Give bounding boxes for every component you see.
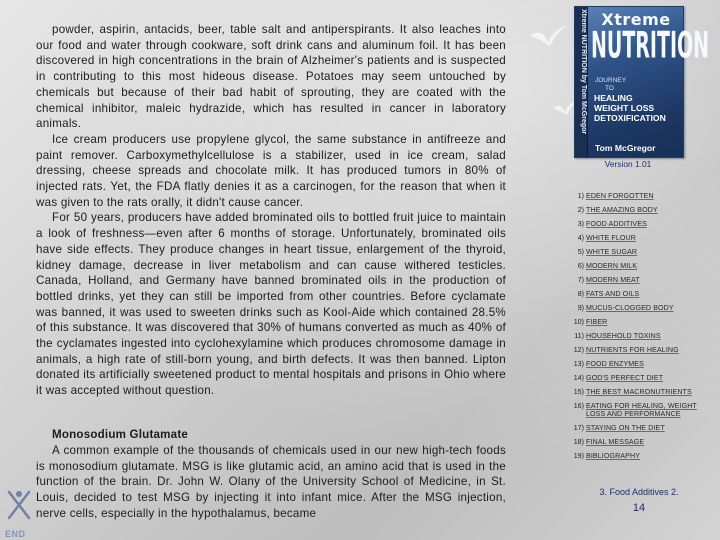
book-cover [574, 6, 710, 158]
chapter-number: 6) [577, 262, 584, 270]
chapter-link[interactable]: MODERN MILK [586, 262, 638, 270]
chapter-number: 11) [574, 332, 584, 340]
chapter-link[interactable]: MODERN MEAT [586, 276, 640, 284]
chapter-item [570, 402, 710, 424]
chapter-number: 1) [577, 192, 584, 200]
chapter-number: 18) [573, 438, 584, 446]
chapter-link[interactable]: FOOD ADDITIVES [586, 220, 647, 228]
chapter-link[interactable]: EATING FOR HEALING, WEIGHT LOSS AND PERFORMANCE [586, 402, 697, 418]
chapter-link[interactable]: FIBER [586, 318, 608, 326]
chapter-link[interactable]: MUCUS-CLOGGED BODY [586, 304, 674, 312]
chapter-number: 2) [577, 206, 584, 214]
chapter-item [570, 206, 710, 220]
chapter-number: 19) [573, 452, 584, 460]
chapter-item [570, 424, 710, 438]
chapter-link[interactable]: FATS AND OILS [586, 290, 640, 298]
chapter-number: 5) [577, 248, 584, 256]
article-body [36, 22, 506, 399]
cover-title-main: NUTRITION [591, 25, 710, 67]
cover-author: Tom McGregor [595, 143, 656, 153]
cover-title-top: Xtreme [601, 10, 671, 29]
chapter-link[interactable]: FINAL MESSAGE [586, 438, 645, 446]
end-button[interactable]: END [5, 529, 26, 539]
chapter-number: 16) [573, 402, 584, 410]
section-body [36, 443, 506, 522]
chapter-number: 12) [573, 346, 584, 354]
chapter-item [570, 276, 710, 290]
cover-subtitle [594, 93, 680, 123]
cover-subtitle-line: DETOXIFICATION [594, 113, 666, 123]
cover-to: TO [605, 85, 614, 92]
chapter-number: 15) [573, 388, 584, 396]
cover-subtitle-line: HEALING [594, 93, 633, 103]
seagull-icon [528, 22, 568, 62]
chapter-number: 3) [577, 220, 584, 228]
paragraph: powder, aspirin, antacids, beer, table salt and antiperspirants. It also leaches into our food and water through cookware, soft drink cans and aluminum foil. It has been discovered in high concentrations in the brain of Alzheimer's patients and is suspected in contributing to this most hideous disease. Potatoes may seem untouched by chemicals but because of their bad habit of sprouting, they are coated with the chemical inhibitor, maleic hydrazide, which has resulted in cancer in laboratory animals. [36, 23, 506, 131]
chapter-link[interactable]: WHITE FLOUR [586, 234, 636, 242]
chapter-item [570, 220, 710, 234]
cover-spine-text: Xtreme NUTRITION by Tom McGregor [580, 9, 587, 135]
cover-spine [575, 7, 588, 157]
chapter-item [570, 388, 710, 402]
chapter-number: 9) [577, 304, 584, 312]
chapter-link[interactable]: STAYING ON THE DIET [586, 424, 665, 432]
runner-logo-icon[interactable] [4, 488, 34, 522]
chapter-number: 7) [577, 276, 584, 284]
paragraph: A common example of the thousands of chemicals used in our new high-tech foods is monosodium glutamate. MSG is like glutamic acid, an amino acid that is used in the function of the brain. Dr. John W. Olany of the University School of Medicine, in St. Louis, decided to test MSG by injecting it into infant mice. After the MSG injection, nerve cells, especially in the hypothalamus, became [36, 444, 506, 520]
section-heading: Monosodium Glutamate [52, 428, 189, 441]
chapter-item [570, 452, 710, 466]
chapter-item [570, 374, 710, 388]
chapter-link[interactable]: GOD'S PERFECT DIET [586, 374, 664, 382]
chapter-item [570, 438, 710, 452]
chapter-item [570, 262, 710, 276]
version-label: Version 1.01 [604, 159, 652, 169]
chapter-list [570, 192, 710, 466]
chapter-item [570, 318, 710, 332]
chapter-link[interactable]: WHITE SUGAR [586, 248, 638, 256]
paragraph: Ice cream producers use propylene glycol, the same substance in antifreeze and paint remover. Carboxymethylcellulose is a stabilizer, used in ice cream, salad dressing, cheese spreads and chocolate milk. It has produced tumors in 80% of injected rats. Yet, the FDA flatly denies it as a carcinogen, for the reason that when it was given to the rats orally, it didn't cause cancer. [36, 132, 506, 209]
chapter-link[interactable]: EDEN FORGOTTEN [586, 192, 654, 200]
chapter-number: 14) [573, 374, 584, 382]
chapter-link[interactable]: THE AMAZING BODY [586, 206, 658, 214]
page-number: 14 [632, 502, 646, 514]
chapter-item [570, 192, 710, 206]
chapter-number: 8) [577, 290, 584, 298]
chapter-link[interactable]: HOUSEHOLD TOXINS [586, 332, 661, 340]
chapter-item [570, 346, 710, 360]
chapter-item [570, 360, 710, 374]
chapter-link[interactable]: THE BEST MACRONUTRIENTS [586, 388, 692, 396]
cover-subtitle-line: WEIGHT LOSS [594, 103, 655, 113]
chapter-number: 4) [577, 234, 584, 242]
chapter-item [570, 290, 710, 304]
chapter-item [570, 248, 710, 262]
chapter-link[interactable]: BIBLIOGRAPHY [586, 452, 641, 460]
chapter-number: 13) [573, 360, 584, 368]
chapter-number: 17) [573, 424, 584, 432]
cover-journey: JOURNEY [595, 77, 627, 84]
paragraph: For 50 years, producers have added brominated oils to bottled fruit juice to maintain a look of freshness—even after 6 months of storage. Unfortunately, brominated oils have side effects. They produce changes in heart tissue, enlargement of the thyroid, kidney damage, decrease in liver metabolism and can cause withered testicles. Canada, Holland, and Germany have banned brominated oils in the production of bottled drinks, yet they can still be imported from other countries. Before cyclamate was banned, it was used to sweeten drinks such as Kool-Aide which contained 28.5% of this substance. It was discovered that 30% of humans converted as much as 40% of the cyclamates ingested into cyclohexylamine which produces chromosome damage in animals, a high rate of still-born young, and birth defects. It was then banned. Lipton donated its artificially sweetened product to mental hospitals and prisons in Ohio where it was accepted without question. [36, 211, 506, 398]
chapter-link[interactable]: NUTRIENTS FOR HEALING [586, 346, 679, 354]
chapter-number: 10) [573, 318, 584, 326]
chapter-link[interactable]: FOOD ENZYMES [586, 360, 644, 368]
chapter-item [570, 304, 710, 318]
chapter-item [570, 234, 710, 248]
chapter-item [570, 332, 710, 346]
section-caption: 3. Food Additives 2. [599, 487, 679, 497]
